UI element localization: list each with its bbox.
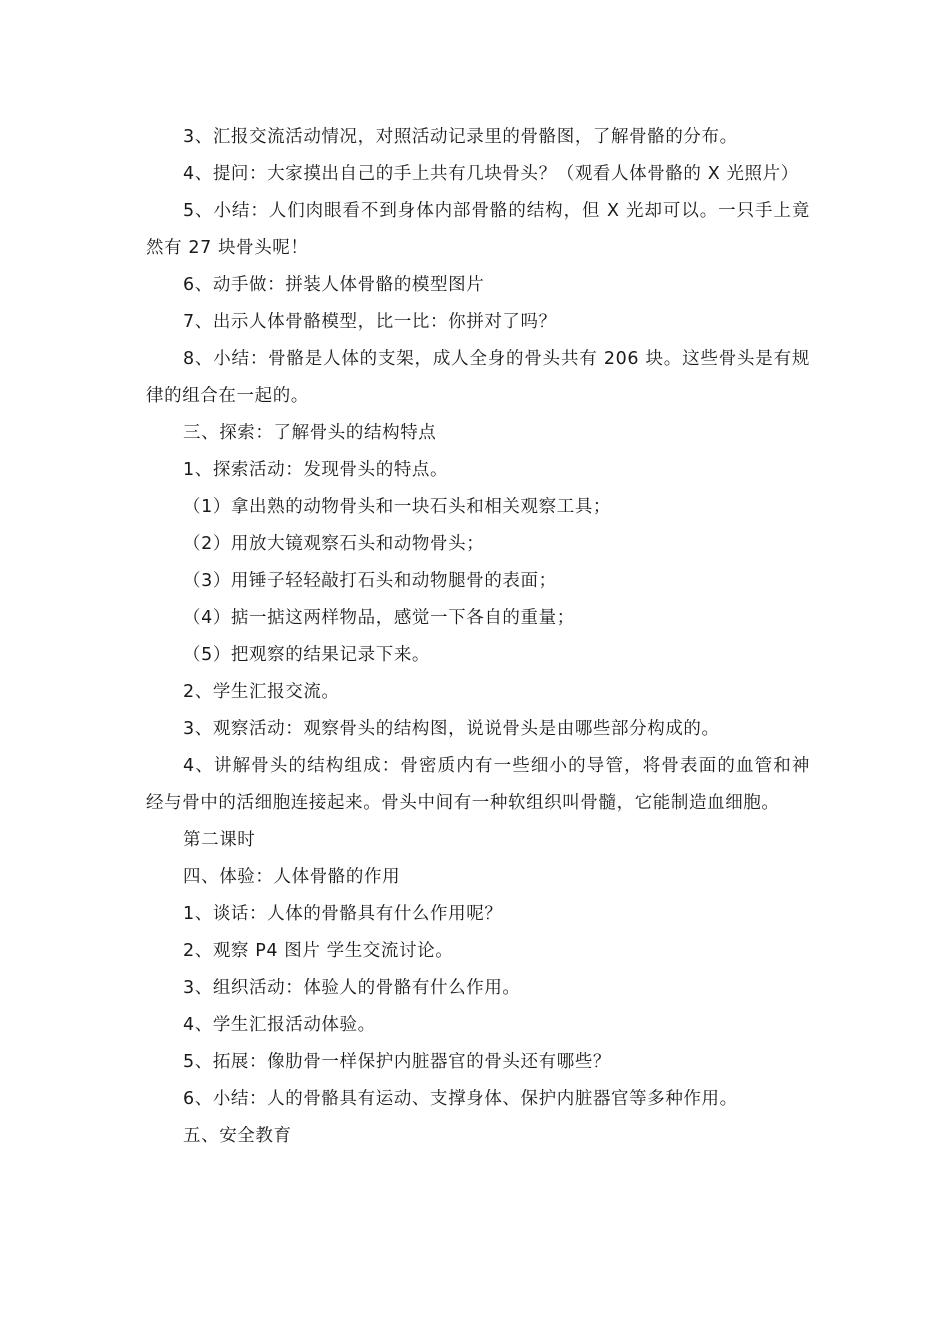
list-item: （2）用放大镜观察石头和动物骨头； — [183, 534, 485, 554]
paragraph: 2、学生汇报交流。 — [183, 682, 340, 702]
paragraph: 4、学生汇报活动体验。 — [183, 1015, 376, 1035]
paragraph: 7、出示人体骨骼模型，比一比：你拼对了吗？ — [183, 312, 557, 332]
section-heading: 五、安全教育 — [183, 1126, 292, 1146]
list-item: （4）掂一掂这两样物品，感觉一下各自的重量； — [183, 608, 575, 628]
paragraph: 5、拓展：像肋骨一样保护内脏器官的骨头还有哪些？ — [183, 1052, 612, 1072]
paragraph: 4、讲解骨头的结构组成：骨密质内有一些细小的导管，将骨表面的血管和神经与骨中的活细胞连接起来。骨头中间有一种软组织叫骨髓，它能制造血细胞。 — [146, 756, 810, 813]
paragraph: 2、观察 P4 图片 学生交流讨论。 — [183, 941, 454, 961]
paragraph: 1、探索活动：发现骨头的特点。 — [183, 460, 449, 480]
lesson-heading: 第二课时 — [183, 830, 256, 850]
list-item: （1）拿出熟的动物骨头和一块石头和相关观察工具； — [183, 497, 612, 517]
section-heading: 三、探索：了解骨头的结构特点 — [183, 423, 437, 443]
paragraph: 5、小结：人们肉眼看不到身体内部骨骼的结构，但 X 光却可以。一只手上竟然有 27 块骨头呢！ — [146, 201, 810, 258]
paragraph: 3、组织活动：体验人的骨骼有什么作用。 — [183, 978, 521, 998]
list-item: （3）用锤子轻轻敲打石头和动物腿骨的表面； — [183, 571, 557, 591]
paragraph: 8、小结：骨骼是人体的支架，成人全身的骨头共有 206 块。这些骨头是有规律的组合在一起的。 — [146, 349, 810, 406]
paragraph: 6、小结：人的骨骼具有运动、支撑身体、保护内脏器官等多种作用。 — [183, 1089, 738, 1109]
list-item: （5）把观察的结果记录下来。 — [183, 645, 431, 665]
paragraph: 3、汇报交流活动情况，对照活动记录里的骨骼图，了解骨骼的分布。 — [183, 127, 738, 147]
paragraph: 1、谈话：人体的骨骼具有什么作用呢？ — [183, 904, 503, 924]
document-body — [146, 119, 810, 1155]
paragraph: 3、观察活动：观察骨头的结构图，说说骨头是由哪些部分构成的。 — [183, 719, 720, 739]
paragraph: 4、提问：大家摸出自己的手上共有几块骨头？（观看人体骨骼的 X 光照片） — [183, 164, 799, 184]
paragraph: 6、动手做：拼装人体骨骼的模型图片 — [183, 275, 485, 295]
section-heading: 四、体验：人体骨骼的作用 — [183, 867, 401, 887]
